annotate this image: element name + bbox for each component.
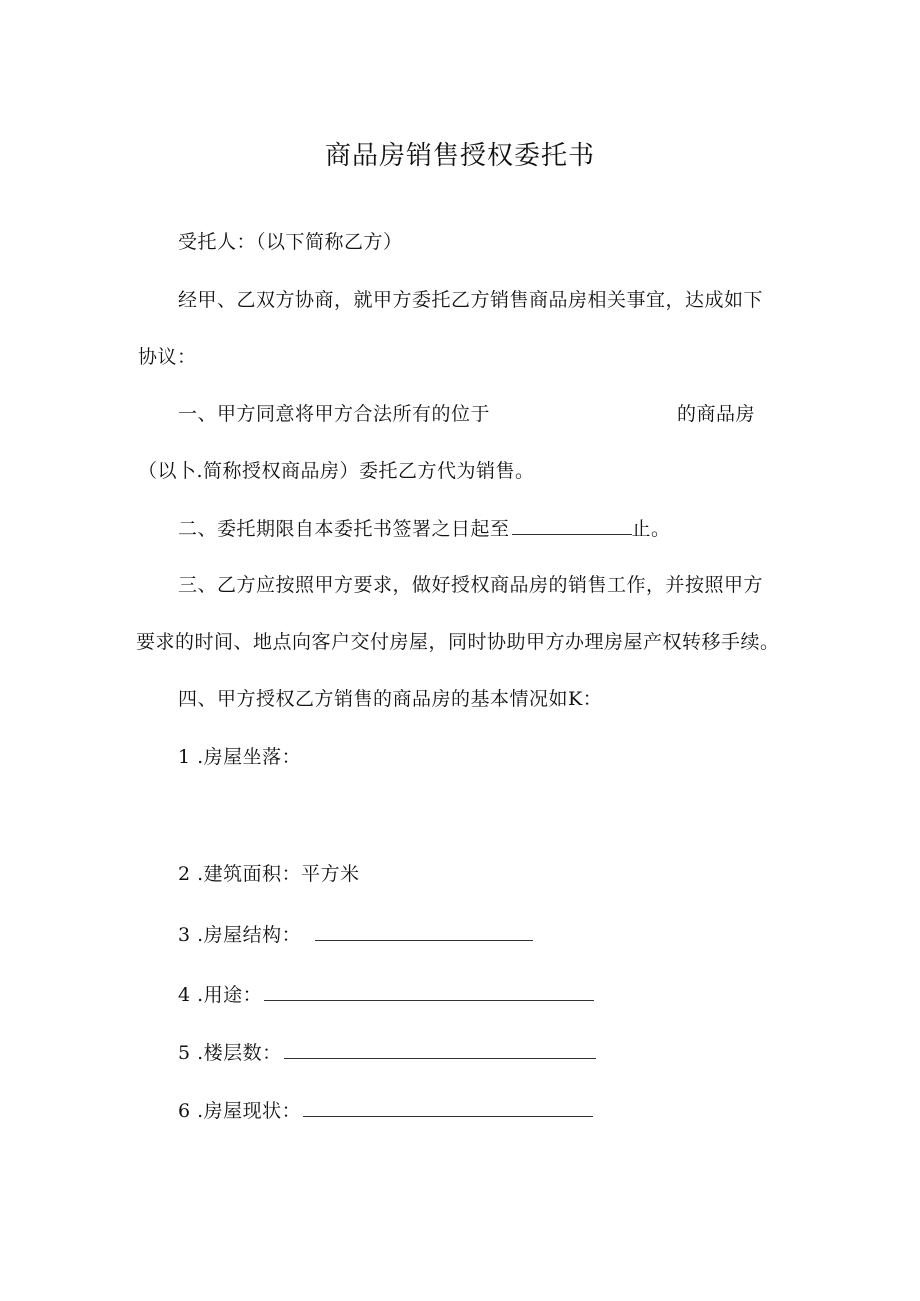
item-house-structure: 3 .房屋结构：: [178, 924, 302, 946]
item-floor-count-line: [178, 1040, 596, 1065]
item-usage-line: [178, 982, 594, 1007]
clause-1-line-1b: 的商品房: [677, 403, 756, 425]
clause-2-line: [178, 516, 671, 541]
item-house-status: 6 .房屋现状：: [178, 1100, 302, 1122]
clause-2-text-before: 二、委托期限自本委托书签署之日起至: [178, 518, 510, 540]
item-house-structure-line: [178, 922, 533, 947]
end-date-blank: [512, 516, 632, 535]
clause-3-line-2: 要求的时间、地点向客户交付房屋，同时协助甲方办理房屋产权转移手续。: [136, 631, 780, 653]
clause-1-line-2: （以卜.简称授权商品房）委托乙方代为销售。: [138, 460, 535, 482]
clause-3-line-1: 三、乙方应按照甲方要求，做好授权商品房的销售工作，并按照甲方: [178, 574, 764, 596]
trustee-line: 受托人：（以下简称乙方）: [178, 231, 403, 253]
intro-paragraph-line-1: 经甲、乙双方协商，就甲方委托乙方销售商品房相关事宜，达成如下: [178, 289, 764, 311]
clause-4-line: 四、甲方授权乙方销售的商品房的基本情况如K：: [178, 688, 603, 710]
item-house-location: 1 .房屋坐落：: [178, 746, 302, 768]
item-floor-count: 5 .楼层数：: [178, 1042, 282, 1064]
document-title: 商品房销售授权委托书: [324, 141, 595, 171]
house-structure-blank: [315, 922, 533, 941]
clause-1-line-1a: 一、甲方同意将甲方合法所有的位于: [178, 403, 491, 425]
clause-2-text-after: 止。: [631, 518, 671, 540]
item-floor-area: 2 .建筑面积：平方米: [178, 863, 360, 885]
item-house-status-line: [178, 1098, 593, 1123]
usage-blank: [264, 982, 594, 1001]
intro-paragraph-line-2: 协议：: [138, 346, 197, 368]
item-usage: 4 .用途：: [178, 984, 263, 1006]
house-status-blank: [303, 1098, 593, 1117]
floor-count-blank: [284, 1040, 596, 1059]
